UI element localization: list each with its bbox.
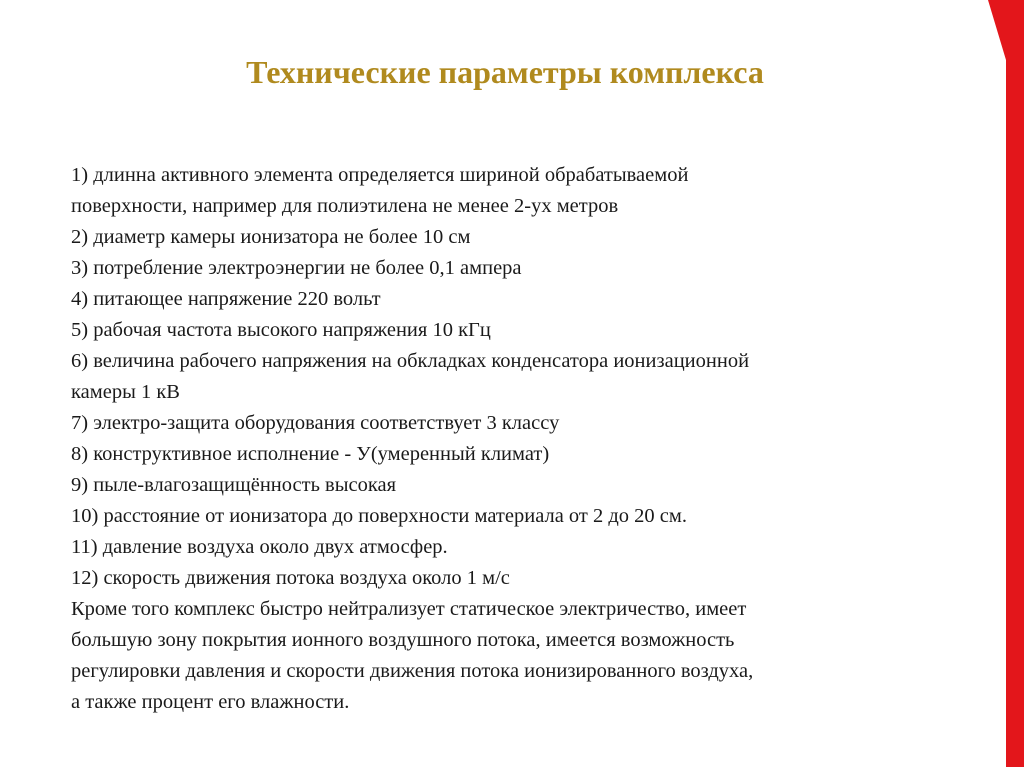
text-line: 3) потребление электроэнергии не более 0,1 ампера — [71, 257, 522, 279]
slide-title: Технические параметры комплекса — [246, 54, 764, 90]
accent-notch — [988, 0, 1006, 60]
text-line: 4) питающее напряжение 220 вольт — [71, 288, 381, 310]
text-line: 5) рабочая частота высокого напряжения 10 кГц — [71, 319, 491, 341]
text-line: поверхности, например для полиэтилена не менее 2-ух метров — [71, 195, 619, 217]
parameters-text — [71, 160, 961, 718]
accent-bar — [1006, 0, 1024, 767]
text-line: регулировки давления и скорости движения потока ионизированного воздуха, — [71, 660, 754, 682]
text-line: большую зону покрытия ионного воздушного потока, имеется возможность — [71, 629, 735, 651]
text-line: а также процент его влажности. — [71, 691, 350, 713]
text-line: 12) скорость движения потока воздуха около 1 м/с — [71, 567, 510, 589]
text-line: камеры 1 кВ — [71, 381, 180, 403]
text-line: 8) конструктивное исполнение - У(умеренный климат) — [71, 443, 550, 465]
text-line: 6) величина рабочего напряжения на обкладках конденсатора ионизационной — [71, 350, 750, 372]
text-line: 7) электро-защита оборудования соответствует 3 классу — [71, 412, 560, 434]
text-line: 2) диаметр камеры ионизатора не более 10 см — [71, 226, 471, 248]
text-line: 10) расстояние от ионизатора до поверхности материала от 2 до 20 см. — [71, 505, 687, 527]
text-line: 9) пыле-влагозащищённость высокая — [71, 474, 397, 496]
text-line: 1) длинна активного элемента определяется шириной обрабатываемой — [71, 164, 689, 186]
text-line: 11) давление воздуха около двух атмосфер. — [71, 536, 448, 558]
text-line: Кроме того комплекс быстро нейтрализует статическое электричество, имеет — [71, 598, 747, 620]
